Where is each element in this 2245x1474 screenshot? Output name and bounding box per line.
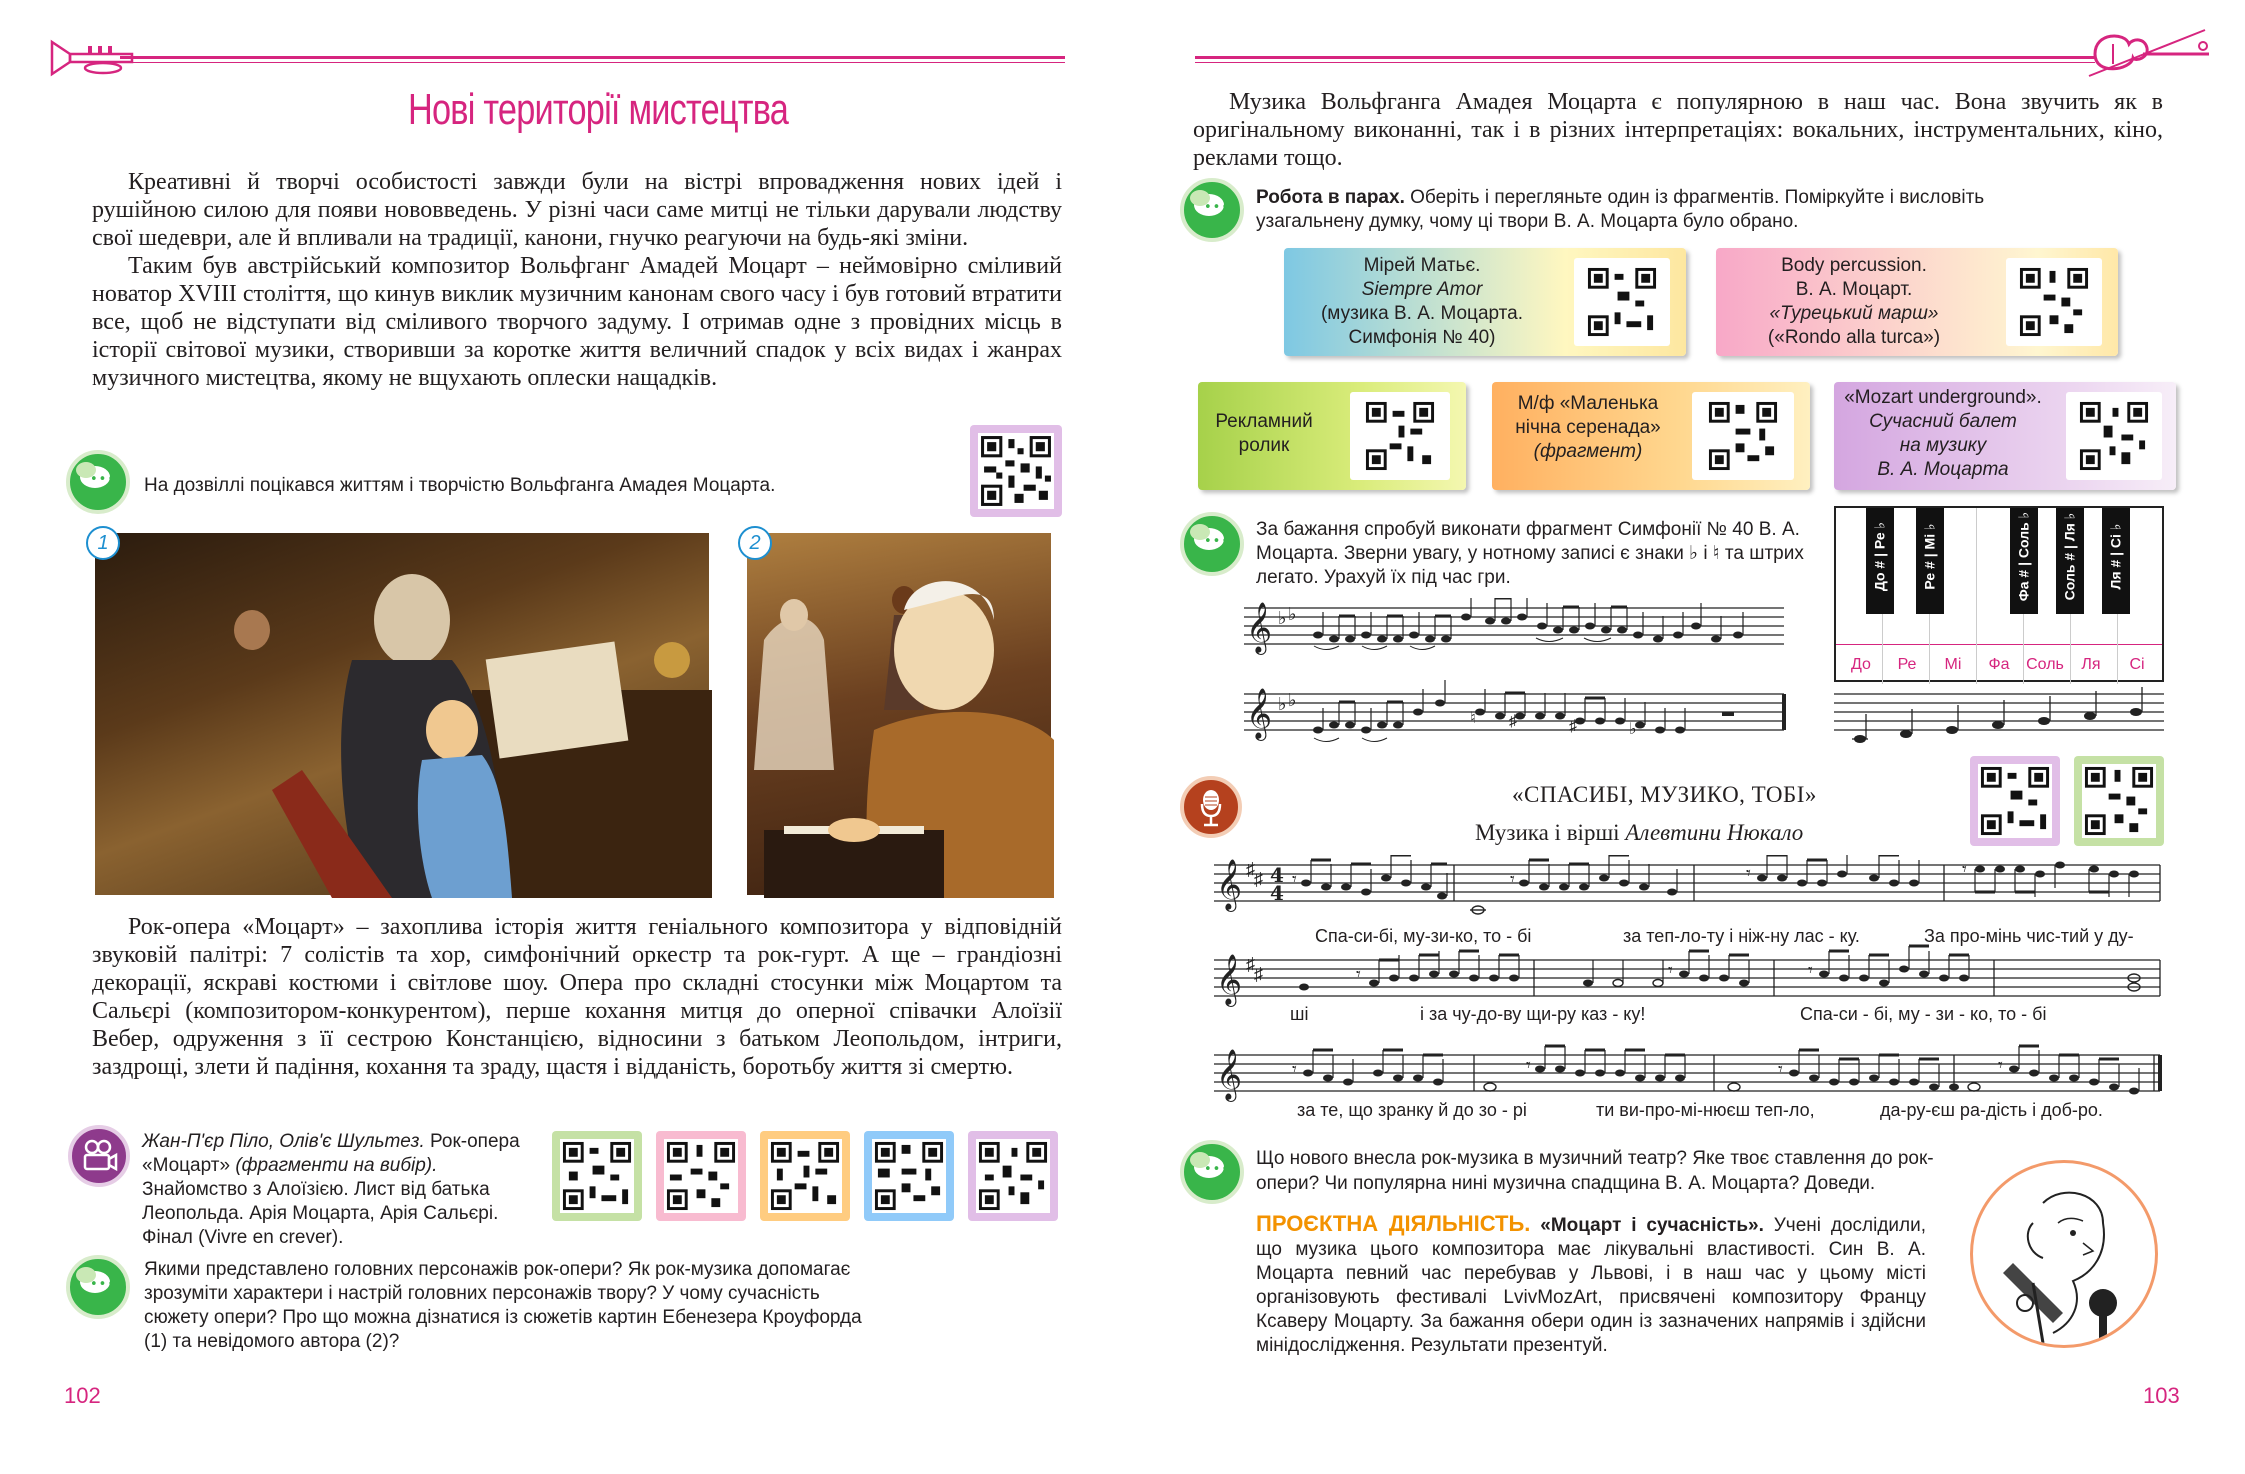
svg-text:𝄾: 𝄾 <box>1746 863 1751 883</box>
project-label: ПРОЄКТНА ДІЯЛЬНІСТЬ. <box>1256 1211 1531 1236</box>
svg-text:♭: ♭ <box>1288 690 1297 710</box>
card2-line-3: «Турецький марш» <box>1769 303 1939 324</box>
svg-text:♭: ♭ <box>1278 608 1287 628</box>
qr-code-card-3[interactable] <box>1350 392 1450 480</box>
svg-text:𝄾: 𝄾 <box>1292 1059 1297 1079</box>
card2-line-1: Body percussion. <box>1781 255 1927 276</box>
piano-keyboard <box>1834 506 2164 682</box>
qr-pattern-icon <box>978 433 1054 509</box>
white-key-label-fa: Фа <box>1988 656 2010 673</box>
right-intro-text <box>1193 88 2163 172</box>
video-note: (фрагменти на вибір). <box>235 1155 438 1176</box>
svg-text:4: 4 <box>1270 881 1284 905</box>
qr-pattern-icon <box>1700 399 1786 473</box>
symphony-40-score <box>1244 598 1789 758</box>
svg-text:𝄾: 𝄾 <box>1778 1059 1783 1079</box>
header-rule-right <box>1195 56 2095 59</box>
piano-black-key-3: Фа # | Соль ♭ <box>2010 508 2038 614</box>
header-rule-left <box>120 56 1065 59</box>
qr-code-card-1[interactable] <box>1574 258 1670 346</box>
svg-text:♯: ♯ <box>1569 718 1577 735</box>
leisure-task: На дозвіллі поцікався життям і творчістю Вольфганга Амадея Моцарта. <box>144 475 776 496</box>
pairs-label: Робота в парах. <box>1256 187 1405 208</box>
card5-line-4: В. А. Моцарта <box>1877 459 2009 480</box>
mozart-sketch-illustration <box>1970 1160 2158 1348</box>
intro-paragraph-2: Таким був австрійський композитор Вольфганг Амадей Моцарт – неймовірно сміливий новатор XVIII століття, що кинув виклик музичним канонам свого часу і був готовий втратити все, щоб не відступати від сміливого творчого задуму. І отримав одне з провідних місць в історії світової музики, створивши за коротке життя величний спадок у всіх видах і жанрах музичного мистецтва, якому не вщухають оплески нащадків. <box>92 253 1062 391</box>
qr-code-card-5[interactable] <box>2066 392 2162 480</box>
svg-text:♯: ♯ <box>1254 869 1263 889</box>
video-card-mozart-underground[interactable] <box>1834 382 2176 490</box>
svg-text:𝄞: 𝄞 <box>1216 859 1243 910</box>
lyrics-line-2-c: Спа-си - бі, му - зи - ко, то - бі <box>1800 1004 2047 1024</box>
discussion-icon <box>1180 512 1244 576</box>
qr-code-fragment-3[interactable] <box>760 1131 850 1221</box>
qr-pattern-icon <box>560 1139 634 1213</box>
qr-pattern-icon <box>1358 399 1442 473</box>
white-key-label-re: Ре <box>1897 656 1917 673</box>
svg-text:4: 4 <box>1270 863 1284 887</box>
card5-line-1: «Mozart underground». <box>1844 387 2042 408</box>
white-key-label-la: Ля <box>2081 656 2101 673</box>
song-title: «СПАСИБІ, МУЗИКО, ТОБІ» <box>1512 782 1817 807</box>
intro-text <box>92 168 1062 392</box>
qr-pattern-icon <box>1978 764 2052 838</box>
lyrics-line-1-a: Спа-си-бі, му-зи-ко, то - бі <box>1315 926 1532 946</box>
qr-code-card-2[interactable] <box>2006 258 2102 346</box>
white-key-label-si: Сі <box>2129 656 2145 673</box>
svg-text:𝄾: 𝄾 <box>1356 964 1361 984</box>
qr-pattern-icon <box>1582 265 1662 339</box>
card1-line-2: Siempre Amor <box>1361 279 1483 300</box>
symphony-task: За бажання спробуй виконати фрагмент Симфонії № 40 В. А. Моцарта. Зверни увагу, у нотному записі є знаки ♭ і ♮ та штрих легато. Урахуй їх під час гри. <box>1256 519 1804 588</box>
qr-pattern-icon <box>976 1139 1050 1213</box>
card1-line-4: Симфонія № 40) <box>1348 327 1496 348</box>
violin-icon <box>2085 24 2215 84</box>
lyrics-line-2-b: і за чу-до-ву щи-ру каз - ку! <box>1420 1004 1646 1024</box>
qr-code-fragment-4[interactable] <box>864 1131 954 1221</box>
project-text: Учені дослідили, що музика цього композитора має лікувальні властивості. Син В. А. Моцарта певний час перебував у Львові, і в наш час у цьому місті організовують фестивалі LvivMozArt, присвячені композитору Францу Ксаверу Моцарту. За бажання обери один із зазначених напрямів і здійсни мінідослідження. Результати презентуй. <box>1256 1215 1926 1356</box>
header-rule-left-thin <box>120 62 1065 63</box>
final-questions: Що нового внесла рок-музика в музичний театр? Яке твоє ставлення до рок-опери? Чи популярна нині музична спадщина В. А. Моцарта? Доведи. <box>1256 1148 1934 1194</box>
qr-pattern-icon <box>664 1139 738 1213</box>
discussion-icon <box>1180 178 1244 242</box>
microphone-icon <box>1180 776 1242 838</box>
svg-text:𝄾: 𝄾 <box>1808 960 1813 980</box>
video-authors: Жан-П'єр Піло, Олів'є Шультез. <box>142 1131 425 1152</box>
lyrics-line-3-c: да-ру-єш ра-дість і доб-ро. <box>1880 1100 2103 1120</box>
svg-text:♯: ♯ <box>1246 859 1255 879</box>
lyrics-line-1-c: За про-мінь чис-тий у ду- <box>1924 926 2134 946</box>
page-number-left: 102 <box>64 1383 101 1408</box>
card4-line-2: нічна серенада» <box>1515 417 1661 438</box>
card1-line-1: Мірей Матьє. <box>1363 255 1481 276</box>
card5-line-2: Сучасний балет <box>1869 411 2017 432</box>
discussion-icon <box>66 450 130 514</box>
scale-staff <box>1834 684 2166 744</box>
video-card-advertisement[interactable] <box>1198 382 1466 490</box>
svg-text:𝄞: 𝄞 <box>1216 1049 1243 1100</box>
qr-code-fragment-1[interactable] <box>552 1131 642 1221</box>
lyrics-line-3-b: ти ви-про-мі-нюєш теп-ло, <box>1596 1100 1815 1120</box>
svg-text:♭: ♭ <box>1629 721 1637 738</box>
qr-code-song-1[interactable] <box>1970 756 2060 846</box>
svg-text:♯: ♯ <box>1509 713 1517 730</box>
piano-black-key-5: Ля # | Сі ♭ <box>2102 508 2130 614</box>
song-credit-author: Алевтини Нюкало <box>1625 820 1804 845</box>
qr-code-card-4[interactable] <box>1692 392 1794 480</box>
lyrics-line-2-a: ші <box>1290 1004 1309 1024</box>
intro-paragraph-1: Креативні й творчі особистості завжди були на вістрі впровадження нових ідей і рушійною силою для появи нововведень. У різні часи саме митці не тільки дарували людству свої шедеври, але й впливали на традиції, канони, гнучко реагуючи на будь-які зміни. <box>92 169 1062 251</box>
svg-text:𝄾: 𝄾 <box>1998 1055 2003 1075</box>
painting-unknown-author <box>744 530 1054 898</box>
svg-text:𝄾: 𝄾 <box>1292 869 1297 889</box>
video-title: Рок-опера «Моцарт» <box>142 1131 520 1176</box>
painting-crawford <box>92 530 712 898</box>
video-card-body-percussion[interactable] <box>1716 248 2118 356</box>
qr-pattern-icon <box>768 1139 842 1213</box>
rock-opera-text <box>92 913 1062 1081</box>
song-score <box>1214 855 2164 1125</box>
svg-text:𝄾: 𝄾 <box>1510 869 1515 889</box>
right-intro-paragraph: Музика Вольфганга Амадея Моцарта є популярною в наш час. Вона звучить як в оригінальному виконанні, так і в різних інтерпретаціях: вокальних, інструментальних, кіно, реклами тощо. <box>1193 89 2163 171</box>
page-title: Нові території мистецтва <box>408 85 789 134</box>
rock-opera-paragraph: Рок-опера «Моцарт» – захоплива історія життя геніального композитора у відповідній звуковій палітрі: 7 солістів та хор, симфонічний оркестр та рок-гурт. А ще – грандіозні декорації, яскраві костюми і світлове шоу. Опера про складні стосунки між Моцартом та Сальєрі (композитором-конкурентом), перше кохання митця до оперної співачки Алоїзії Вебер, одруження з її сестрою Констанцією, відносини з батьком Леопольдом, інтриги, заздрощі, злети й падіння, кохання та зраду, щастя і відданість, боротьбу життя зі смертю. <box>92 914 1062 1080</box>
card1-line-3: (музика В. А. Моцарта. <box>1320 303 1523 324</box>
white-key-label-do: До <box>1851 656 1871 673</box>
header-rule-right-thin <box>1195 62 2095 63</box>
svg-text:𝄾: 𝄾 <box>1668 960 1673 980</box>
svg-text:𝄞: 𝄞 <box>1246 688 1273 739</box>
qr-code-fragment-5[interactable] <box>968 1131 1058 1221</box>
page-number-right: 103 <box>2143 1383 2180 1408</box>
song-credit <box>1475 820 1803 846</box>
project-theme: «Моцарт і сучасність». <box>1530 1215 1764 1236</box>
qr-code-mozart-life[interactable] <box>970 425 1062 517</box>
pairs-text: Оберіть і перегляньте один із фрагментів. Поміркуйте і висловіть узагальнену думку, чому ці твори В. А. Моцарта було обрано. <box>1256 187 1985 232</box>
qr-pattern-icon <box>2014 265 2094 339</box>
svg-text:♮: ♮ <box>1470 710 1476 727</box>
svg-text:𝄾: 𝄾 <box>1526 1055 1531 1075</box>
song-credit-plain: Музика і вірші <box>1475 820 1626 845</box>
piano-black-key-1: До # | Ре ♭ <box>1866 508 1894 614</box>
video-fragments-text <box>142 1130 530 1250</box>
card4-line-3: (фрагмент) <box>1533 441 1643 462</box>
rock-opera-questions: Якими представлено головних персонажів рок-опери? Як рок-музика допомагає зрозуміти характери і настрій головних персонажів твору? У чому сучасність сюжету опери? Про що можна дізнатися із сюжетів картин Ебенезера Кроуфорда (1) та невідомого автора (2)? <box>144 1259 862 1352</box>
svg-text:𝄞: 𝄞 <box>1246 602 1273 653</box>
image-number-1: 1 <box>86 526 120 560</box>
video-card-mireille-mathieu[interactable] <box>1284 248 1686 356</box>
video-camera-icon <box>68 1125 130 1187</box>
card3-line-2: ролик <box>1238 435 1290 456</box>
card2-line-4: («Rondo alla turca») <box>1767 327 1941 348</box>
lyrics-line-1-b: за теп-ло-ту і ніж-ну лас - ку. <box>1623 926 1860 946</box>
piano-black-key-2: Ре # | Мі ♭ <box>1916 508 1944 614</box>
card3-line-1: Рекламний <box>1215 411 1313 432</box>
qr-pattern-icon <box>872 1139 946 1213</box>
discussion-icon <box>66 1255 130 1319</box>
card2-line-2: В. А. Моцарт. <box>1795 279 1913 300</box>
card5-line-3: на музику <box>1899 435 1987 456</box>
video-card-little-night-serenade[interactable] <box>1492 382 1810 490</box>
white-key-label-sol: Соль <box>2026 656 2064 673</box>
piano-black-key-4: Соль # | Ля ♭ <box>2056 508 2084 614</box>
image-number-2: 2 <box>738 526 772 560</box>
qr-code-fragment-2[interactable] <box>656 1131 746 1221</box>
card4-line-1: М/ф «Маленька <box>1517 393 1659 414</box>
svg-text:𝄞: 𝄞 <box>1216 954 1243 1005</box>
svg-text:𝄾: 𝄾 <box>1962 859 1967 879</box>
svg-text:♯: ♯ <box>1246 954 1255 974</box>
svg-text:♭: ♭ <box>1278 694 1287 714</box>
trumpet-icon <box>48 36 140 80</box>
qr-pattern-icon <box>2082 764 2156 838</box>
qr-pattern-icon <box>2074 399 2154 473</box>
svg-text:♯: ♯ <box>1254 964 1263 984</box>
discussion-icon <box>1180 1140 1244 1204</box>
pairs-task <box>1256 186 2026 234</box>
project-activity <box>1256 1212 1926 1358</box>
video-list: Знайомство з Алоїзією. Лист від батька Леопольда. Арія Моцарта, Арія Сальєрі. Фінал (Vivre en crever). <box>142 1179 499 1248</box>
svg-text:♭: ♭ <box>1288 604 1297 624</box>
qr-code-song-2[interactable] <box>2074 756 2164 846</box>
white-key-label-mi: Мі <box>1944 656 1962 673</box>
lyrics-line-3-a: за те, що зранку й до зо - рі <box>1297 1100 1527 1120</box>
